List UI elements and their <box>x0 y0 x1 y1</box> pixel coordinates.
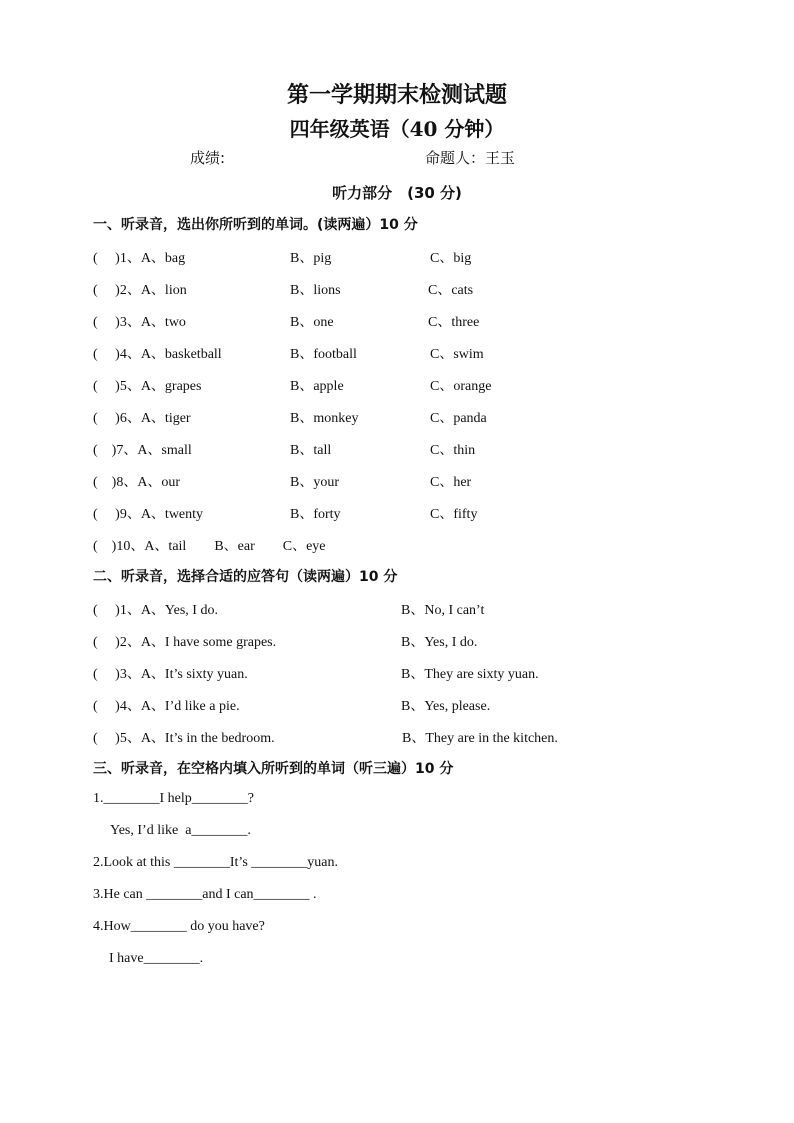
option-b: B、your <box>290 475 339 490</box>
option-b: B、Yes, please. <box>401 699 491 714</box>
option-a: ( )4、A、basketball <box>93 347 222 362</box>
option-a: ( )6、A、tiger <box>93 411 191 426</box>
fill-blank-line: 3.He can ________and I can________ . <box>93 887 317 902</box>
question-row <box>93 375 693 395</box>
response-row <box>93 695 693 715</box>
option-a: ( )2、A、I have some grapes. <box>93 635 277 650</box>
option-c: C、fifty <box>430 507 478 522</box>
option-c: C、cats <box>428 283 474 298</box>
option-b: B、They are in the kitchen. <box>402 731 558 746</box>
author-label: 命题人：王玉 <box>425 149 516 167</box>
question-row <box>93 535 693 555</box>
option-b: B、monkey <box>290 411 359 426</box>
question-row <box>93 503 693 523</box>
option-a: ( )5、A、It’s in the bedroom. <box>93 731 275 746</box>
fill-blank-line: 4.How________ do you have? <box>93 919 265 934</box>
question-row <box>93 247 693 267</box>
option-b: B、pig <box>290 251 332 266</box>
response-row <box>93 599 693 619</box>
option-b: B、lions <box>290 283 341 298</box>
option-b: B、No, I can’t <box>401 603 485 618</box>
exam-subtitle: 四年级英语（40 分钟） <box>289 117 505 141</box>
question-row <box>93 439 693 459</box>
option-a: ( )10、A、tail B、ear C、eye <box>93 539 326 554</box>
option-b: B、one <box>290 315 334 330</box>
fill-blank-line: 2.Look at this ________It’s ________yuan. <box>93 855 338 870</box>
section-2-title: 二、听录音，选择合适的应答句（读两遍）10 分 <box>93 569 398 585</box>
question-row <box>93 311 693 331</box>
option-c: C、big <box>430 251 472 266</box>
option-c: C、three <box>428 315 480 330</box>
option-a: ( )4、A、I’d like a pie. <box>93 699 240 714</box>
question-row <box>93 407 693 427</box>
option-a: ( )8、A、our <box>93 475 181 490</box>
option-c: C、swim <box>430 347 484 362</box>
option-b: B、apple <box>290 379 344 394</box>
exam-title: 第一学期期末检测试题 <box>286 82 507 108</box>
question-row <box>93 471 693 491</box>
option-a: ( )3、A、two <box>93 315 186 330</box>
option-b: B、They are sixty yuan. <box>401 667 539 682</box>
option-a: ( )5、A、grapes <box>93 379 202 394</box>
question-row <box>93 279 693 299</box>
option-a: ( )9、A、twenty <box>93 507 204 522</box>
question-row <box>93 343 693 363</box>
option-c: C、panda <box>430 411 487 426</box>
option-c: C、orange <box>430 379 492 394</box>
option-a: ( )2、A、lion <box>93 283 187 298</box>
response-row <box>93 631 693 651</box>
option-a: ( )7、A、small <box>93 443 192 458</box>
option-c: C、her <box>430 475 472 490</box>
option-c: C、thin <box>430 443 476 458</box>
listening-heading: 听力部分 (30 分) <box>332 184 462 202</box>
option-b: B、tall <box>290 443 332 458</box>
option-b: B、Yes, I do. <box>401 635 478 650</box>
section-1-title: 一、听录音，选出你所听到的单词。(读两遍）10 分 <box>93 217 418 233</box>
fill-blank-line: Yes, I’d like a________. <box>110 823 251 838</box>
section-3-title: 三、听录音，在空格内填入所听到的单词（听三遍）10 分 <box>93 761 454 777</box>
option-a: ( )1、A、bag <box>93 251 186 266</box>
response-row <box>93 663 693 683</box>
score-label: 成绩: <box>190 149 226 167</box>
fill-blank-line: I have________. <box>109 951 204 966</box>
option-b: B、football <box>290 347 357 362</box>
option-a: ( )1、A、Yes, I do. <box>93 603 218 618</box>
option-a: ( )3、A、It’s sixty yuan. <box>93 667 248 682</box>
option-b: B、forty <box>290 507 341 522</box>
response-row <box>93 727 693 747</box>
fill-blank-line: 1.________I help________? <box>93 791 254 806</box>
